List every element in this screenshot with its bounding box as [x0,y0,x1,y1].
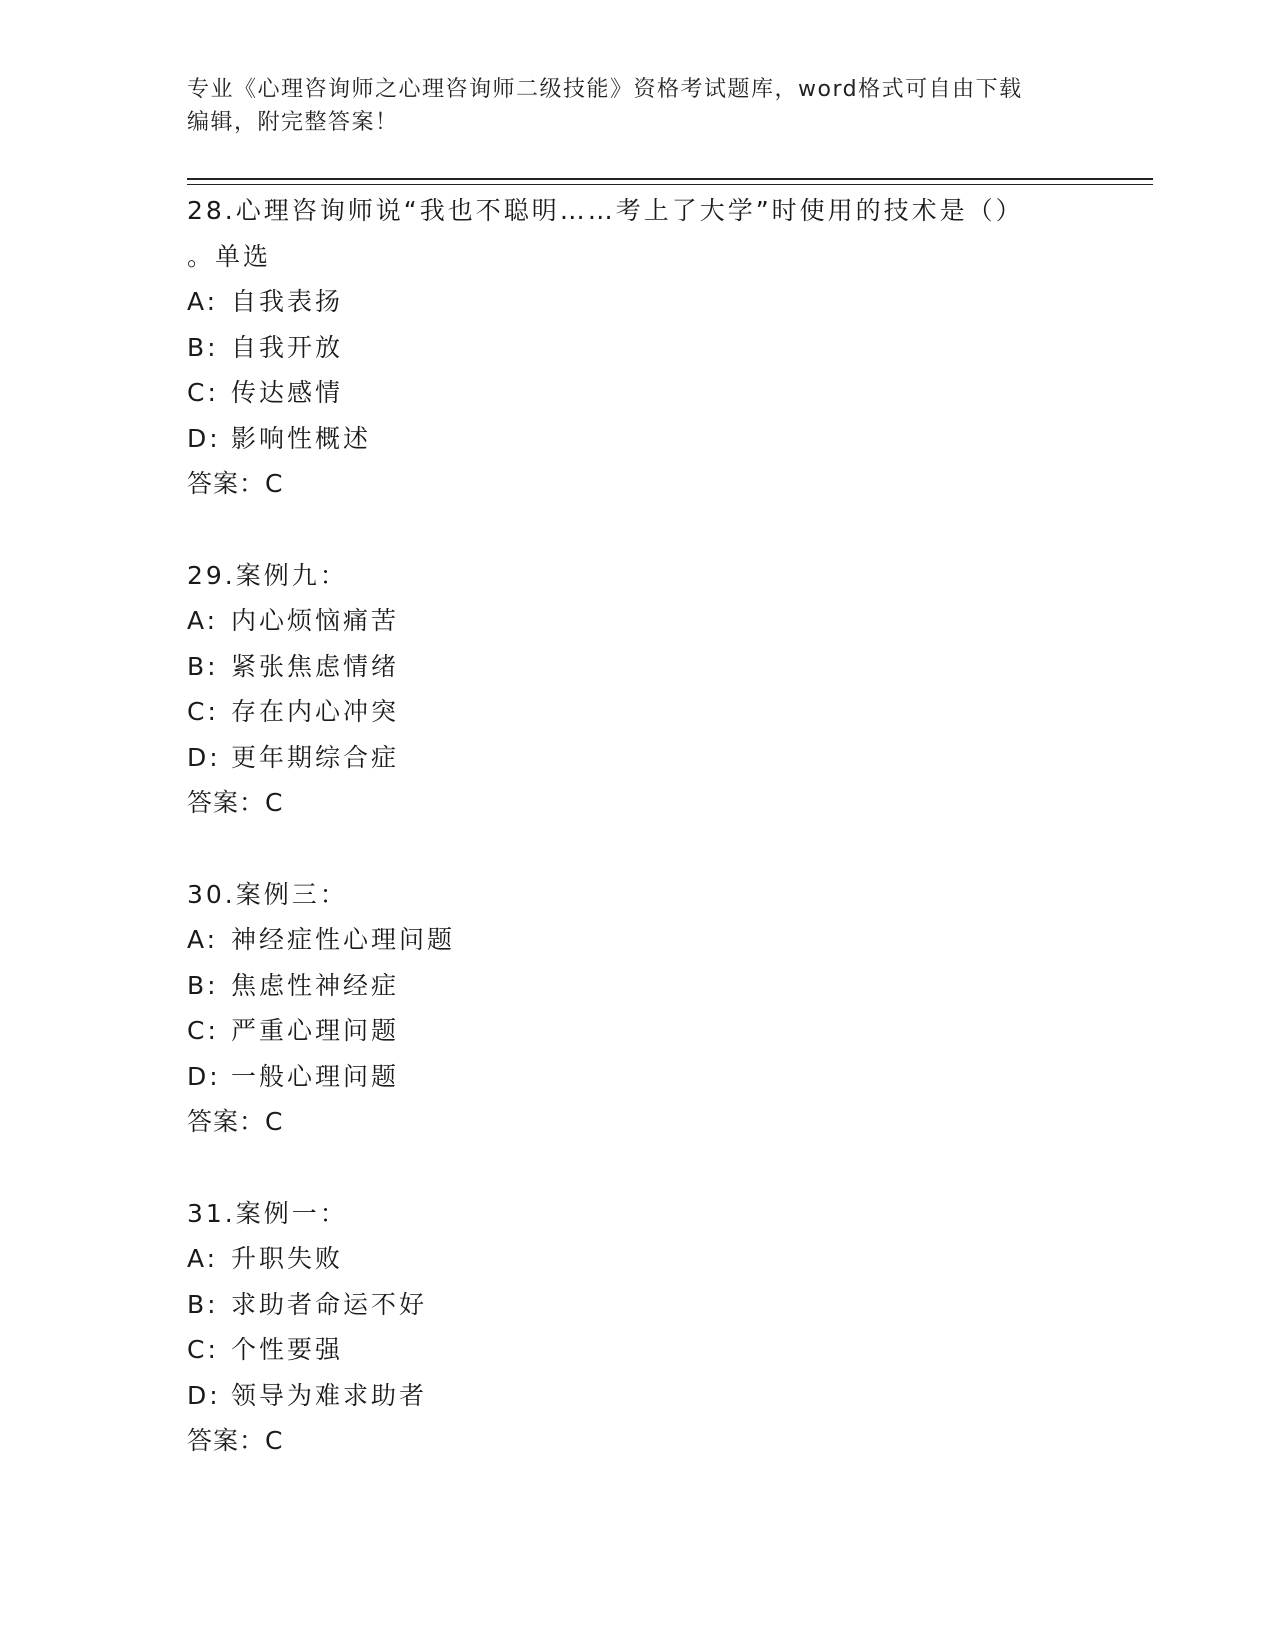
question-stem: 29.案例九： [187,560,348,590]
option-key: C: [187,378,219,407]
option-c [187,1327,1067,1373]
answer-line: 答案：C [187,788,284,817]
option-key: A: [187,287,219,316]
answer-line: 答案：C [187,1426,284,1455]
option-key: B: [187,332,219,362]
option-text: 焦虑性神经症 [231,970,400,1000]
option-key: B: [187,1289,219,1319]
option-key: A: [187,606,219,635]
question-28 [187,188,1067,507]
header-line-1: 专业《心理咨询师之心理咨询师二级技能》资格考试题库，word格式可自由下载 [187,77,1023,102]
option-a [187,1236,1067,1282]
option-text: 严重心理问题 [231,1016,400,1045]
option-d [187,416,1067,462]
option-b [187,963,1067,1009]
option-b [187,1282,1067,1328]
option-text: 内心烦恼痛苦 [231,606,400,635]
option-key: C: [187,1335,219,1364]
option-text: 自我开放 [231,332,344,362]
option-a [187,917,1067,963]
option-a [187,598,1067,644]
option-c [187,689,1067,735]
option-b [187,325,1067,371]
header-divider-thick [187,178,1153,180]
answer-line: 答案：C [187,1107,284,1136]
option-text: 领导为难求助者 [231,1380,428,1410]
question-31 [187,1191,1067,1464]
question-29 [187,553,1067,826]
option-c [187,370,1067,416]
option-d [187,1054,1067,1100]
option-key: C: [187,697,219,726]
question-stem: 30.案例三： [187,879,348,909]
option-text: 升职失败 [231,1244,344,1273]
option-key: D: [187,423,221,453]
option-text: 更年期综合症 [231,742,400,772]
header-divider-thin [187,184,1153,185]
option-text: 个性要强 [231,1335,344,1364]
question-30 [187,872,1067,1145]
header-line-2: 编辑，附完整答案！ [187,110,399,135]
option-key: B: [187,970,219,1000]
document-header [187,73,1067,139]
option-d [187,735,1067,781]
option-key: D: [187,1380,221,1410]
option-c [187,1008,1067,1054]
question-stem: 28.心理咨询师说“我也不聪明……考上了大学”时使用的技术是（） [187,196,1024,225]
option-a [187,279,1067,325]
option-text: 神经症性心理问题 [231,925,456,954]
option-text: 存在内心冲突 [231,697,400,726]
option-d [187,1373,1067,1419]
option-text: 紧张焦虑情绪 [231,651,400,681]
option-text: 传达感情 [231,378,344,407]
option-key: C: [187,1016,219,1045]
option-key: B: [187,651,219,681]
option-key: A: [187,925,219,954]
option-text: 一般心理问题 [231,1061,400,1091]
option-key: D: [187,1061,221,1091]
question-stem-tail: 。单选 [187,241,272,271]
answer-line: 答案：C [187,469,284,498]
question-stem: 31.案例一： [187,1198,348,1228]
option-text: 自我表扬 [231,287,344,316]
option-key: D: [187,742,221,772]
question-list [187,188,1067,1510]
option-text: 求助者命运不好 [231,1289,428,1319]
option-key: A: [187,1244,219,1273]
option-b [187,644,1067,690]
option-text: 影响性概述 [231,423,372,453]
